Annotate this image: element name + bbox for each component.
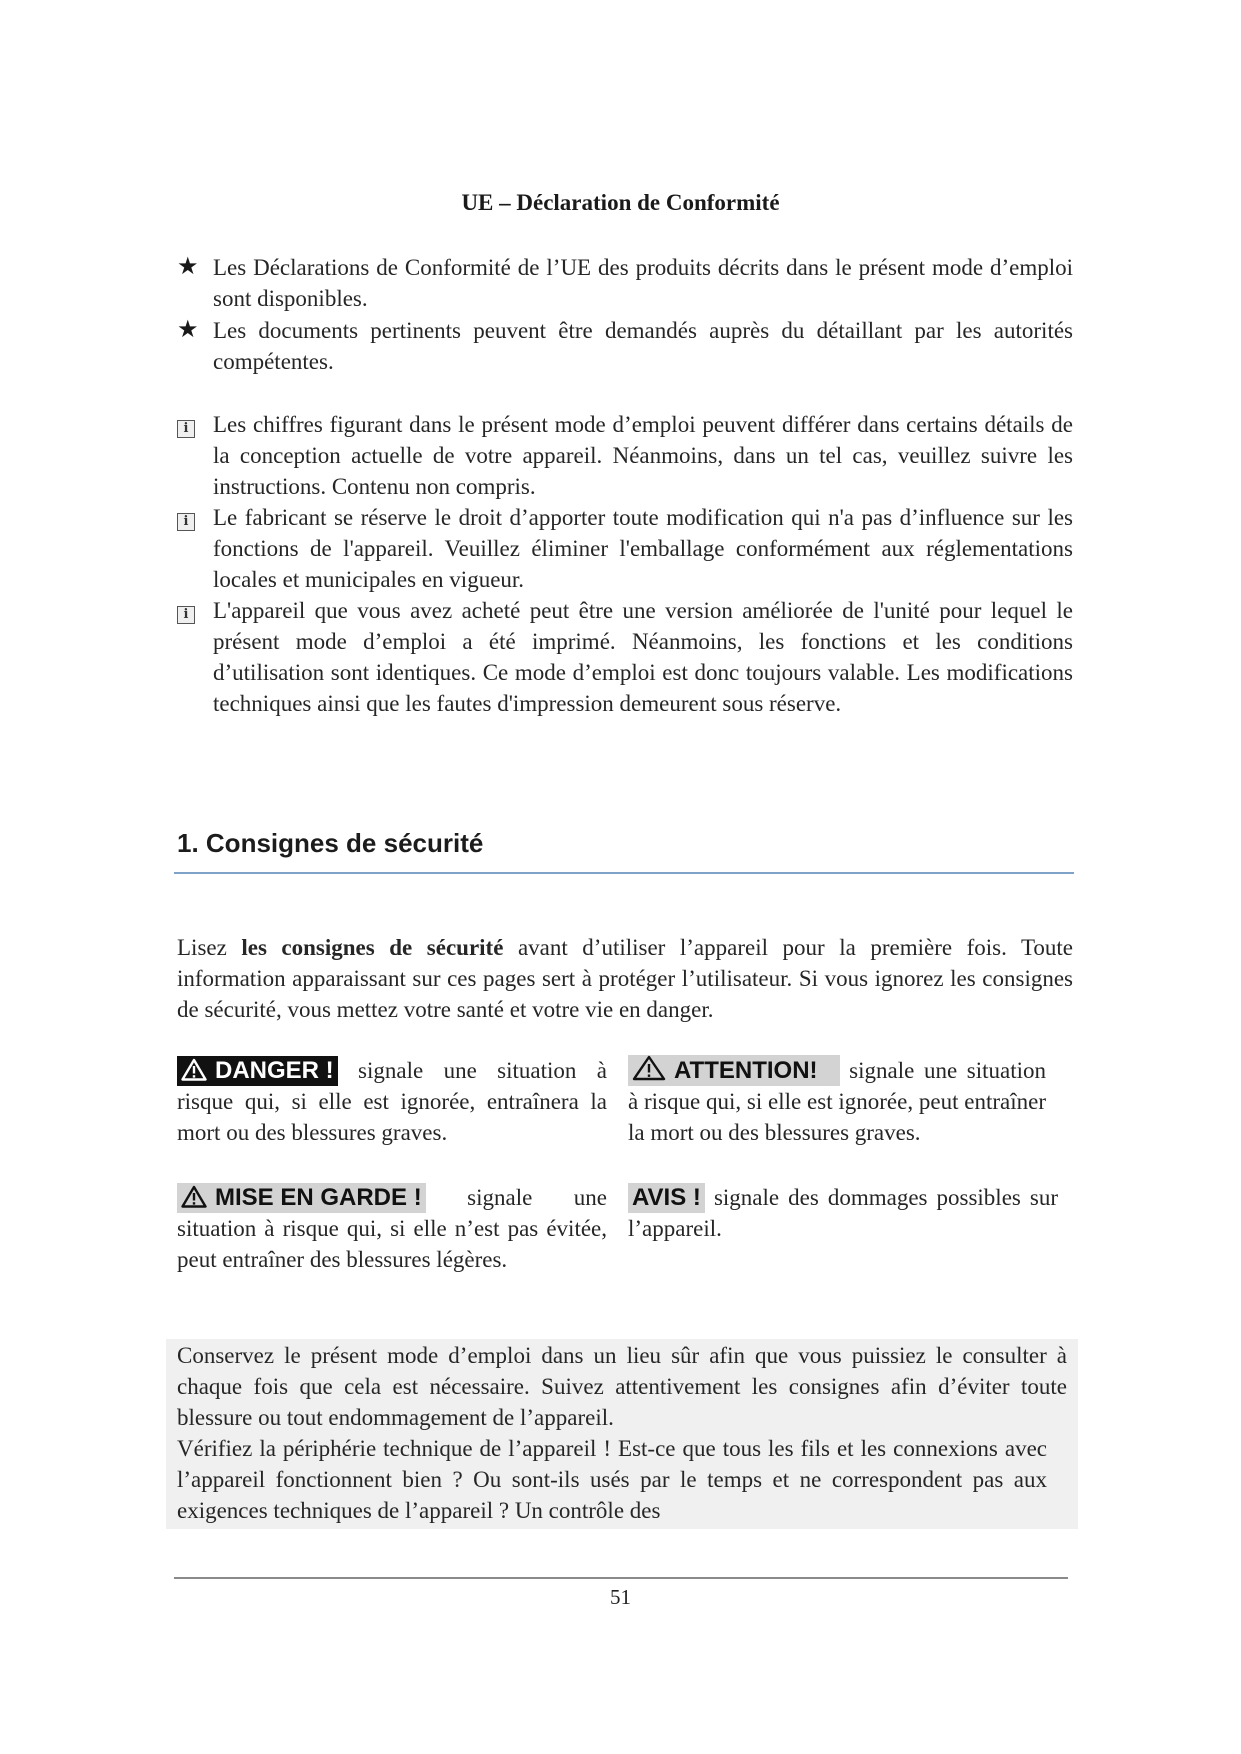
- avis-block: [628, 1182, 1058, 1244]
- safety-intro: [177, 932, 1073, 1025]
- attention-block: [628, 1055, 1046, 1148]
- info-icon: i: [177, 513, 195, 531]
- footer-divider: [174, 1577, 1068, 1579]
- garde-label-text: MISE EN GARDE !: [215, 1184, 422, 1211]
- info-icon: i: [177, 606, 195, 624]
- star-icon: ★: [177, 317, 199, 343]
- avis-text: signale des dommages possibles sur l’appareil.: [628, 1185, 1058, 1241]
- conformity-title: UE – Déclaration de Conformité: [461, 190, 780, 215]
- star-icon: ★: [177, 254, 199, 280]
- intro-suffix: avant d’utiliser l’appareil pour la première fois. Toute information apparaissant sur ces pages sert à protéger l’utilisateur. Si vous ignorez les consignes de sécurité, vous mettez votre santé et votre vie en danger.: [177, 935, 1074, 1022]
- intro-bold: les consignes de sécurité: [241, 935, 504, 960]
- note-text: Les chiffres figurant dans le présent mode d’emploi peuvent différer dans certains détails de la conception actuelle de votre appareil. Néanmoins, dans un tel cas, veuillez suivre les instructions. Contenu non compris.: [213, 412, 1073, 499]
- section-divider: [174, 872, 1074, 874]
- attention-label-text: ATTENTION!: [674, 1057, 818, 1084]
- warning-triangle-icon: [181, 1058, 207, 1081]
- garde-block: [177, 1182, 607, 1275]
- info-note: [177, 502, 1073, 595]
- note-text: Le fabricant se réserve le droit d’apporter toute modification qui n'a pas d’influence sur les fonctions de l'appareil. Veuillez éliminer l'emballage conformément aux réglementations locales et municipales en vigueur.: [213, 505, 1073, 592]
- note-text: L'appareil que vous avez acheté peut être une version améliorée de l'unité pour lequel le présent mode d’emploi a été imprimé. Néanmoins, les fonctions et les conditions d’utilisation sont identiques. Ce mode d’emploi est donc toujours valable. Les modifications techniques ainsi que les fautes d'impression demeurent sous réserve.: [213, 598, 1073, 716]
- attention-text: signale une situation à risque qui, si elle est ignorée, peut entraîner la mort ou des blessures graves.: [628, 1058, 1046, 1145]
- bullet-text: Les Déclarations de Conformité de l’UE des produits décrits dans le présent mode d’emploi sont disponibles.: [213, 255, 1073, 311]
- info-note: [177, 595, 1073, 719]
- bullet-text: Les documents pertinents peuvent être demandés auprès du détaillant par les autorités compétentes.: [213, 318, 1073, 374]
- attention-label: [628, 1055, 840, 1086]
- warning-triangle-icon: [181, 1185, 207, 1208]
- garde-label: [177, 1183, 426, 1213]
- conformity-bullet: [177, 315, 1073, 377]
- danger-text: signale une situation à risque qui, si elle est ignorée, entraînera la mort ou des blessures graves.: [177, 1058, 607, 1145]
- intro-prefix: Lisez: [177, 935, 242, 960]
- warning-triangle-icon: [632, 1055, 666, 1081]
- info-note: [177, 409, 1073, 502]
- danger-label: [177, 1056, 338, 1086]
- check-periphery-text: Vérifiez la périphérie technique de l’appareil ! Est-ce que tous les fils et les connexions avec l’appareil fonctionnent bien ? Ou sont-ils usés par le temps et ne correspondent pas aux exigences techniques de l’appareil ? Un contrôle des: [177, 1436, 1047, 1523]
- keep-manual-text: Conservez le présent mode d’emploi dans un lieu sûr afin que vous puissiez le consulter à chaque fois que cela est nécessaire. Suivez attentivement les consignes afin d’éviter toute blessure ou tout endommagement de l’appareil.: [177, 1343, 1067, 1430]
- page-number: 51: [610, 1585, 631, 1609]
- info-icon: i: [177, 420, 195, 438]
- avis-label: AVIS !: [628, 1183, 705, 1213]
- section-heading: 1. Consignes de sécurité: [177, 828, 484, 858]
- danger-label-text: DANGER !: [215, 1057, 334, 1084]
- garde-text: signale une situation à risque qui, si elle n’est pas évitée, peut entraîner des blessures légères.: [177, 1185, 607, 1272]
- conformity-bullet: [177, 252, 1073, 314]
- danger-block: [177, 1055, 607, 1148]
